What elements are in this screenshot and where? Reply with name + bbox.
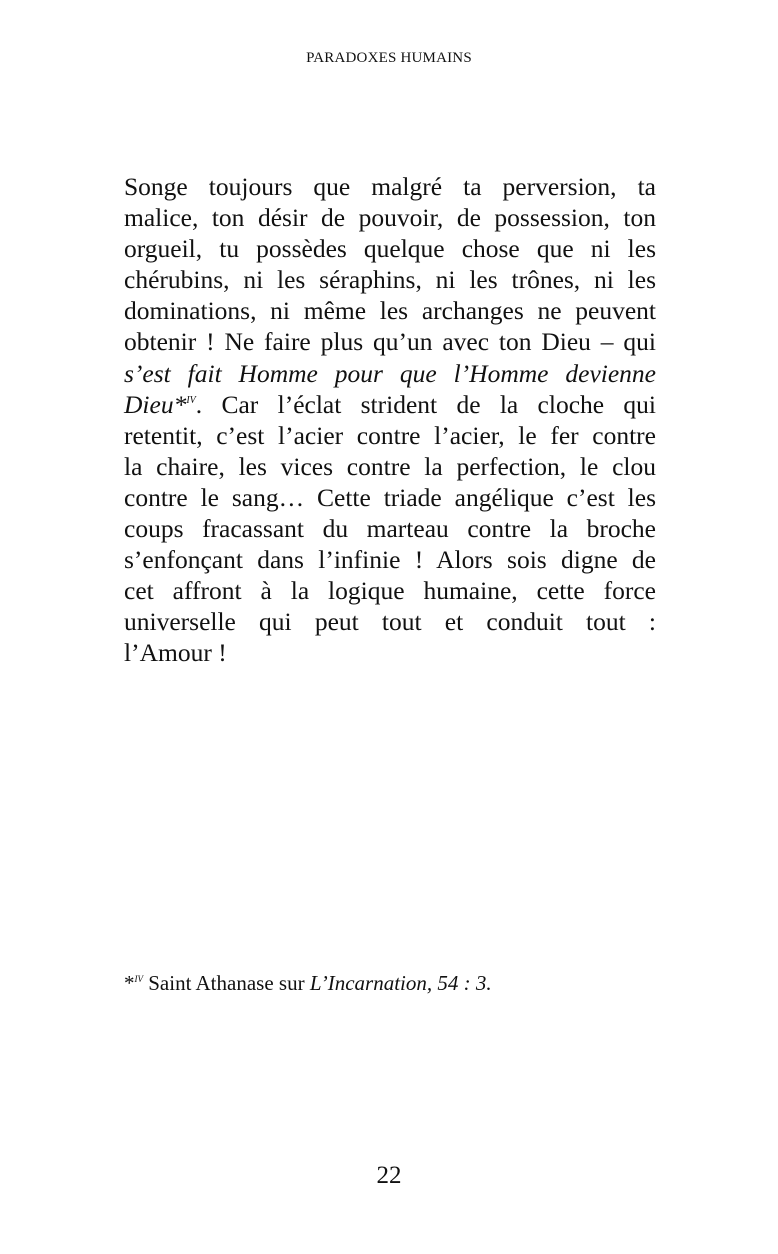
text-line: cet affront à la logique humaine, cette force — [124, 576, 656, 606]
italic-quote-end: Dieu* — [124, 389, 187, 419]
text-segment: . Car l’éclat strident de la cloche qui — [195, 389, 656, 419]
footnote-marker: * — [124, 971, 135, 995]
text-line: orgueil, tu possèdes quelque chose que ni les — [124, 234, 656, 264]
text-line: chérubins, ni les séraphins, ni les trônes, ni les — [124, 265, 656, 295]
text-line: Songe toujours que malgré ta perversion, ta — [124, 172, 656, 201]
text-line: dominations, ni même les archanges ne peuvent — [124, 296, 656, 326]
footnote-numeral: IV — [134, 974, 143, 984]
text-line-italic-quote: s’est fait Homme pour que l’Homme devienne — [124, 358, 656, 388]
text-line: obtenir ! Ne faire plus qu’un avec ton Dieu – qui — [124, 327, 656, 357]
text-line: contre le sang… Cette triade angélique c’est les — [124, 482, 656, 512]
text-line: malice, ton désir de pouvoir, de possession, ton — [124, 203, 656, 233]
footnote-reference: IV — [186, 394, 196, 406]
page-number: 22 — [376, 1162, 402, 1189]
text-line: retentit, c’est l’acier contre l’acier, le fer contre — [124, 420, 656, 450]
body-paragraph — [124, 171, 656, 669]
text-line: s’enfonçant dans l’infinie ! Alors sois digne de — [124, 545, 656, 575]
running-header: PARADOXES HUMAINS — [306, 50, 472, 66]
footnote-citation: L’Incarnation, 54 : 3. — [309, 971, 492, 995]
text-line: universelle qui peut tout et conduit tout : — [124, 607, 656, 637]
text-line: coups fracassant du marteau contre la broche — [124, 514, 656, 544]
footnote — [124, 969, 684, 997]
footnote-text: Saint Athanase sur — [143, 971, 310, 995]
text-line: l’Amour ! — [124, 638, 227, 668]
text-line-with-footnote — [124, 389, 656, 420]
text-line: la chaire, les vices contre la perfection, le clou — [124, 451, 656, 481]
